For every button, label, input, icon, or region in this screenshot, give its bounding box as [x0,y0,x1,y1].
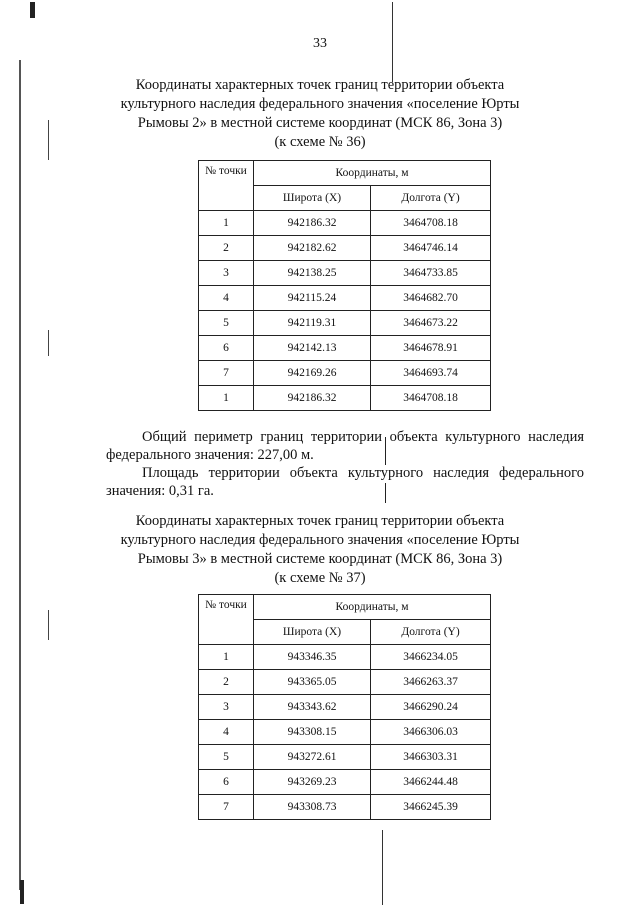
table-row [199,795,491,820]
margin-mark-2 [48,330,49,356]
area-paragraph [106,464,584,500]
latitude-x: 942138.25 [254,261,371,286]
col-y-header: Долгота (Y) [371,620,491,645]
point-number: 5 [199,745,254,770]
heading-line: Рымовы 3» в местной системе координат (МСК 86, Зона 3) [137,551,503,567]
point-number: 1 [199,211,254,236]
longitude-y: 3466290.24 [371,695,491,720]
heading-line: Координаты характерных точек границ территории объекта [135,77,505,93]
heading-line: Рымовы 2» в местной системе координат (МСК 86, Зона 3) [137,115,503,131]
latitude-x: 942119.31 [254,311,371,336]
point-number: 6 [199,770,254,795]
col-x-header: Широта (X) [254,620,371,645]
table-row [199,695,491,720]
latitude-x: 942182.62 [254,236,371,261]
point-number: 2 [199,236,254,261]
longitude-y: 3464682.70 [371,286,491,311]
point-number: 3 [199,261,254,286]
perimeter-paragraph [106,428,584,464]
heading-line: культурного наследия федерального значения «поселение Юрты [120,96,520,112]
point-number: 4 [199,286,254,311]
scan-edge-bottom-left [20,880,24,904]
section-1-heading [120,76,520,152]
col-x-header: Широта (X) [254,186,371,211]
table-row [199,386,491,411]
table-row [199,211,491,236]
table-row [199,670,491,695]
margin-mark-1 [48,120,49,160]
scan-edge-left [19,60,21,890]
scan-fold-bottom [382,830,383,905]
longitude-y: 3464693.74 [371,361,491,386]
latitude-x: 943308.73 [254,795,371,820]
coordinates-table-2 [198,594,491,820]
margin-mark-3 [48,610,49,640]
point-number: 7 [199,795,254,820]
latitude-x: 943365.05 [254,670,371,695]
point-number: 1 [199,645,254,670]
section-2-heading [120,512,520,588]
latitude-x: 943346.35 [254,645,371,670]
table-row [199,236,491,261]
longitude-y: 3464746.14 [371,236,491,261]
point-number: 6 [199,336,254,361]
point-number: 5 [199,311,254,336]
col-point-header: № точки [199,161,254,211]
longitude-y: 3464708.18 [371,386,491,411]
point-number: 2 [199,670,254,695]
longitude-y: 3464733.85 [371,261,491,286]
longitude-y: 3464673.22 [371,311,491,336]
longitude-y: 3464708.18 [371,211,491,236]
table-row [199,261,491,286]
col-coords-header: Координаты, м [254,161,491,186]
scan-edge-top [30,2,35,18]
latitude-x: 942115.24 [254,286,371,311]
latitude-x: 943272.61 [254,745,371,770]
table-row [199,720,491,745]
point-number: 3 [199,695,254,720]
point-number: 4 [199,720,254,745]
table-row [199,645,491,670]
col-coords-header: Координаты, м [254,595,491,620]
longitude-y: 3466263.37 [371,670,491,695]
latitude-x: 942186.32 [254,211,371,236]
col-point-header: № точки [199,595,254,645]
latitude-x: 942169.26 [254,361,371,386]
heading-line: культурного наследия федерального значения «поселение Юрты [120,532,520,548]
heading-line: (к схеме № 37) [274,570,366,586]
point-number: 7 [199,361,254,386]
latitude-x: 943269.23 [254,770,371,795]
longitude-y: 3466303.31 [371,745,491,770]
paragraph-line: Площадь территории объекта культурного наследия федерального [142,465,584,481]
table-row [199,745,491,770]
paragraph-line: Общий периметр границ территории объекта культурного наследия [142,429,584,445]
table-row [199,770,491,795]
longitude-y: 3466306.03 [371,720,491,745]
coordinates-table-1 [198,160,491,411]
table-row [199,361,491,386]
latitude-x: 943308.15 [254,720,371,745]
table-row [199,311,491,336]
page-number: 33 [313,36,327,51]
heading-line: (к схеме № 36) [274,134,366,150]
longitude-y: 3464678.91 [371,336,491,361]
longitude-y: 3466244.48 [371,770,491,795]
paragraph-line: значения: 0,31 га. [106,483,214,499]
latitude-x: 942142.13 [254,336,371,361]
col-y-header: Долгота (Y) [371,186,491,211]
longitude-y: 3466245.39 [371,795,491,820]
table-row [199,336,491,361]
point-number: 1 [199,386,254,411]
heading-line: Координаты характерных точек границ территории объекта [135,513,505,529]
longitude-y: 3466234.05 [371,645,491,670]
table-row [199,286,491,311]
paragraph-line: федерального значения: 227,00 м. [106,447,314,463]
latitude-x: 943343.62 [254,695,371,720]
latitude-x: 942186.32 [254,386,371,411]
